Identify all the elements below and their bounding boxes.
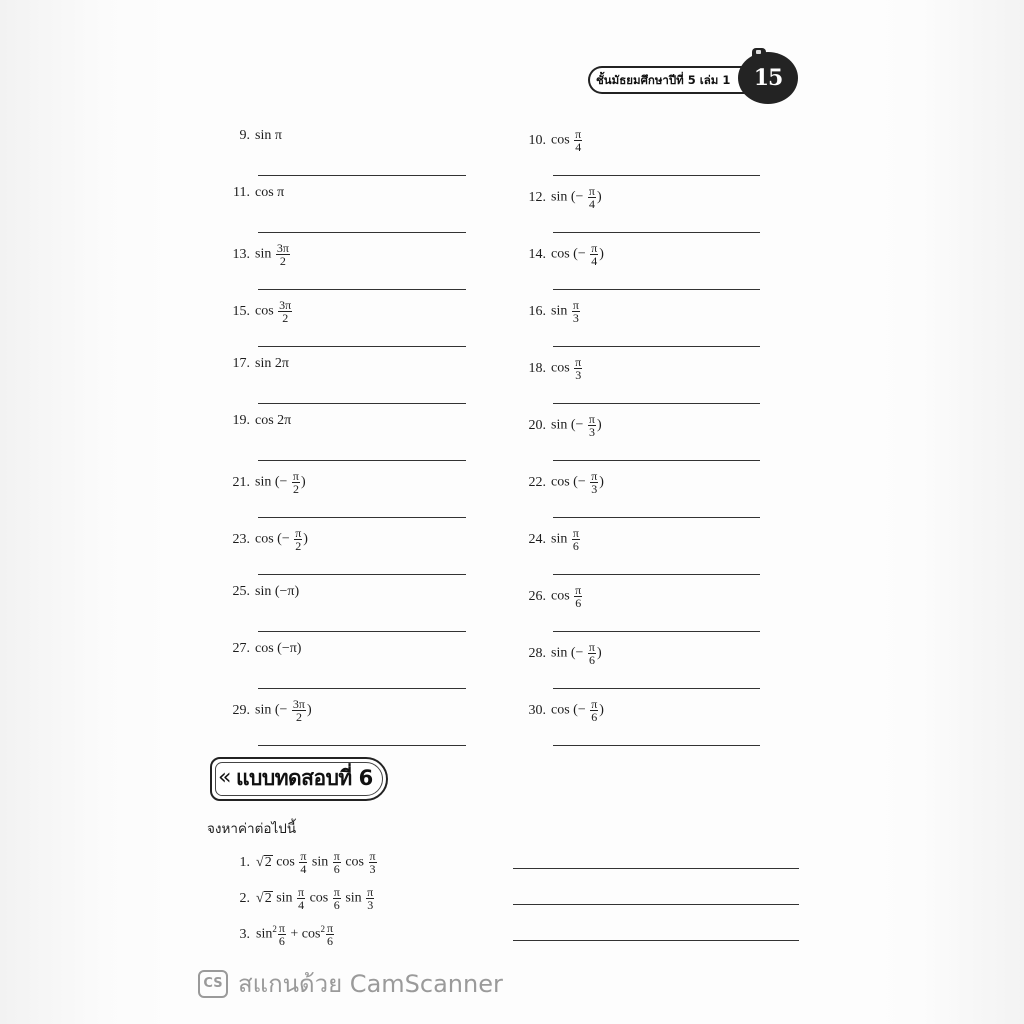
fraction-numerator: π — [588, 184, 595, 198]
fraction-denominator: 6 — [575, 596, 582, 610]
exercise-number: 25. — [232, 584, 250, 599]
exercise-item — [224, 413, 291, 429]
exercise-item — [224, 356, 289, 372]
fraction-denominator: 3 — [591, 482, 598, 496]
fraction-denominator: 6 — [333, 862, 340, 876]
fraction-denominator: 3 — [367, 898, 374, 912]
answer-line — [553, 688, 760, 689]
fraction-numerator: π — [591, 241, 598, 255]
exercise-expression: cos (− $\frac{\pi}{4}$ ) — [551, 241, 604, 268]
exercise-number: 14. — [528, 246, 546, 262]
fraction-numerator: π — [588, 640, 595, 654]
fraction-denominator: 3 — [588, 425, 595, 439]
fraction-numerator: π — [575, 583, 582, 597]
fraction-numerator: π — [369, 849, 376, 863]
fraction — [278, 299, 292, 324]
fraction-numerator: π — [591, 697, 598, 711]
radicand: 2 — [264, 890, 272, 906]
exercise-number: 23. — [232, 531, 250, 547]
answer-line — [258, 346, 466, 347]
exercise-number: 13. — [232, 246, 250, 262]
fraction-denominator: 4 — [575, 140, 582, 154]
answer-line — [553, 745, 760, 746]
fraction — [278, 922, 286, 947]
exercise-number: 27. — [232, 641, 250, 656]
exercise-expression: sin $\frac{3\pi}{2}$ — [255, 241, 289, 268]
answer-line — [513, 940, 799, 941]
page-shadow-left — [0, 0, 170, 1024]
test-item-number: 3. — [239, 926, 250, 942]
answer-line — [258, 175, 466, 176]
exercise-expression: sin π — [255, 128, 282, 143]
exercise-item — [520, 128, 583, 153]
fraction-denominator: 2 — [279, 254, 286, 268]
fraction — [297, 886, 305, 911]
fraction — [294, 527, 302, 552]
exercise-item — [520, 527, 581, 552]
fraction-denominator: 2 — [295, 539, 302, 553]
exercise-item — [224, 185, 284, 201]
instruction-text: จงหาค่าต่อไปนี้ — [207, 821, 297, 837]
exercise-expression: cos 2π — [255, 413, 292, 428]
chevron-left-icon: « — [218, 765, 231, 790]
fraction-numerator: π — [300, 849, 307, 863]
exercise-item — [520, 356, 583, 381]
answer-line — [258, 574, 466, 575]
exercise-number: 11. — [233, 185, 250, 200]
section-label — [210, 757, 388, 801]
fraction-numerator: 3π — [279, 298, 292, 312]
exercise-expression: cos (− $\frac{\pi}{2}$ ) — [255, 526, 308, 553]
fraction-numerator: π — [298, 885, 305, 899]
fraction — [299, 850, 307, 875]
exercise-number: 24. — [528, 531, 546, 547]
fraction-numerator: π — [367, 885, 374, 899]
fraction-numerator: π — [326, 921, 334, 935]
answer-line — [258, 232, 466, 233]
fraction — [292, 470, 300, 495]
exercise-expression: cos $\frac{\pi}{6}$ — [551, 583, 582, 610]
fraction-denominator: 3 — [575, 368, 582, 382]
exercise-expression: cos (−π) — [255, 641, 302, 656]
fraction — [333, 886, 341, 911]
exercise-number: 15. — [232, 303, 250, 319]
fraction-numerator: π — [333, 849, 340, 863]
exercise-item — [224, 128, 282, 144]
camscanner-watermark — [198, 967, 503, 1001]
fraction — [574, 584, 582, 609]
exercise-number: 30. — [528, 702, 546, 718]
exercise-number: 10. — [528, 132, 546, 148]
fraction-numerator: π — [588, 412, 595, 426]
fraction-numerator: 3π — [292, 697, 305, 711]
fraction-denominator: 3 — [369, 862, 376, 876]
fraction — [572, 527, 580, 552]
fraction — [292, 698, 306, 723]
exercise-number: 28. — [528, 645, 546, 661]
exercise-item — [520, 584, 583, 609]
exercise-expression: sin (− $\frac{\pi}{4}$ ) — [551, 184, 602, 211]
page-number-badge — [738, 52, 798, 104]
fraction-numerator: π — [591, 469, 598, 483]
fraction — [366, 886, 374, 911]
answer-line — [258, 688, 466, 689]
fraction-denominator: 2 — [292, 482, 299, 496]
answer-line — [258, 745, 466, 746]
fraction-numerator: 3π — [276, 241, 289, 255]
fraction — [588, 641, 596, 666]
exercise-expression: sin 2π — [255, 356, 289, 371]
fraction-denominator: 6 — [278, 934, 285, 948]
exercise-number: 20. — [528, 417, 546, 433]
exercise-expression: sin $\frac{\pi}{3}$ — [551, 298, 579, 325]
answer-line — [553, 631, 760, 632]
exercise-number: 22. — [528, 474, 546, 490]
exercise-item — [224, 470, 306, 495]
exercise-expression: sin (−π) — [255, 584, 300, 599]
exercise-number: 9. — [239, 128, 250, 143]
fraction-denominator: 6 — [333, 898, 340, 912]
exercise-number: 29. — [232, 702, 250, 718]
answer-line — [258, 517, 466, 518]
exercise-item — [224, 242, 291, 267]
fraction-denominator: 4 — [588, 197, 595, 211]
exercise-expression: cos π — [255, 185, 285, 200]
exercise-expression: sin (− $\frac{3\pi}{2}$ ) — [255, 697, 312, 724]
fraction-denominator: 6 — [588, 653, 595, 667]
exercise-item — [520, 470, 604, 495]
exercise-item — [520, 641, 602, 666]
fraction — [326, 922, 334, 947]
fraction-denominator: 4 — [591, 254, 598, 268]
fraction-denominator: 6 — [327, 934, 333, 948]
exercise-number: 18. — [528, 360, 546, 376]
radicand: 2 — [264, 854, 272, 870]
answer-line — [258, 289, 466, 290]
exercise-number: 16. — [528, 303, 546, 319]
page-shadow-right — [874, 0, 1024, 1024]
square-root: √2 — [256, 854, 272, 870]
test-item: 3. $\sin^2$ $\frac{\pi}{6}$ + $\cos^2$ $\frac{\pi}{6}$ — [230, 922, 335, 947]
exercise-expression: sin (− $\frac{\pi}{2}$ ) — [255, 469, 306, 496]
exercise-number: 12. — [528, 189, 546, 205]
watermark-text: สแกนด้วย CamScanner — [238, 970, 503, 998]
fraction-denominator: 6 — [572, 539, 579, 553]
test-item-number: 1. — [239, 854, 250, 870]
answer-line — [553, 517, 760, 518]
answer-line — [553, 460, 760, 461]
section-title: แบบทดสอบที่ 6 — [236, 766, 373, 790]
answer-line — [553, 289, 760, 290]
exercise-number: 21. — [232, 474, 250, 490]
exercise-item — [224, 299, 293, 324]
answer-line — [513, 904, 799, 905]
fraction — [590, 470, 598, 495]
exercise-expression: sin (− $\frac{\pi}{3}$ ) — [551, 412, 602, 439]
exercise-item — [520, 185, 602, 210]
exercise-item — [520, 698, 604, 723]
fraction-denominator: 2 — [295, 710, 302, 724]
badge-cap-icon — [752, 48, 766, 58]
fraction-denominator: 2 — [282, 311, 289, 325]
fraction — [590, 242, 598, 267]
fraction-numerator: π — [295, 526, 302, 540]
fraction-denominator: 4 — [300, 862, 307, 876]
answer-line — [553, 346, 760, 347]
fraction-numerator: π — [575, 127, 582, 141]
fraction — [572, 299, 580, 324]
answer-line — [258, 460, 466, 461]
test-item: 2. √2 sin $\frac{\pi}{4}$ cos $\frac{\pi}{6}$ sin $\frac{\pi}{3}$ — [230, 886, 375, 911]
fraction — [588, 413, 596, 438]
fraction-numerator: π — [292, 469, 299, 483]
exercise-number: 26. — [528, 588, 546, 604]
exercise-number: 17. — [232, 356, 250, 371]
fraction — [574, 128, 582, 153]
exercise-item — [224, 584, 299, 600]
fraction — [276, 242, 290, 267]
answer-line — [553, 232, 760, 233]
answer-line — [553, 403, 760, 404]
answer-line — [553, 175, 760, 176]
fraction-numerator: π — [572, 298, 579, 312]
page-number: 15 — [753, 65, 783, 91]
exponent: 2 — [320, 924, 325, 935]
answer-line — [258, 403, 466, 404]
exercise-item — [224, 698, 312, 723]
exercise-expression: cos $\frac{\pi}{3}$ — [551, 355, 582, 382]
fraction — [574, 356, 582, 381]
fraction-numerator: π — [575, 355, 582, 369]
exercise-expression: cos (− $\frac{\pi}{6}$ ) — [551, 697, 604, 724]
exercise-number: 19. — [232, 413, 250, 428]
exercise-item — [224, 641, 301, 657]
exercise-expression: sin $\frac{\pi}{6}$ — [551, 526, 579, 553]
exercise-expression: sin (− $\frac{\pi}{6}$ ) — [551, 640, 602, 667]
fraction-numerator: π — [333, 885, 340, 899]
fraction-numerator: π — [572, 526, 579, 540]
fraction — [369, 850, 377, 875]
exercise-expression: cos $\frac{\pi}{4}$ — [551, 127, 582, 154]
fraction-denominator: 6 — [591, 710, 598, 724]
book-title-tab: ชั้นมัธยมศึกษาปีที่ 5 เล่ม 1 — [588, 66, 756, 94]
test-item-number: 2. — [239, 890, 250, 906]
exercise-expression: cos (− $\frac{\pi}{3}$ ) — [551, 469, 604, 496]
fraction-denominator: 3 — [572, 311, 579, 325]
exercise-item — [520, 242, 604, 267]
answer-line — [513, 868, 799, 869]
exponent: 2 — [272, 924, 277, 935]
fraction — [590, 698, 598, 723]
camscanner-logo-icon: CS — [198, 970, 228, 998]
answer-line — [553, 574, 760, 575]
square-root: √2 — [256, 890, 272, 906]
fraction — [588, 185, 596, 210]
fraction-numerator: π — [278, 921, 285, 935]
exercise-item — [520, 413, 602, 438]
exercise-item — [224, 527, 308, 552]
answer-line — [258, 631, 466, 632]
test-item: 1. √2 cos $\frac{\pi}{4}$ sin $\frac{\pi}{6}$ cos $\frac{\pi}{3}$ — [230, 850, 378, 875]
exercise-expression: cos $\frac{3\pi}{2}$ — [255, 298, 292, 325]
fraction-denominator: 4 — [298, 898, 305, 912]
exercise-item — [520, 299, 581, 324]
fraction — [333, 850, 341, 875]
